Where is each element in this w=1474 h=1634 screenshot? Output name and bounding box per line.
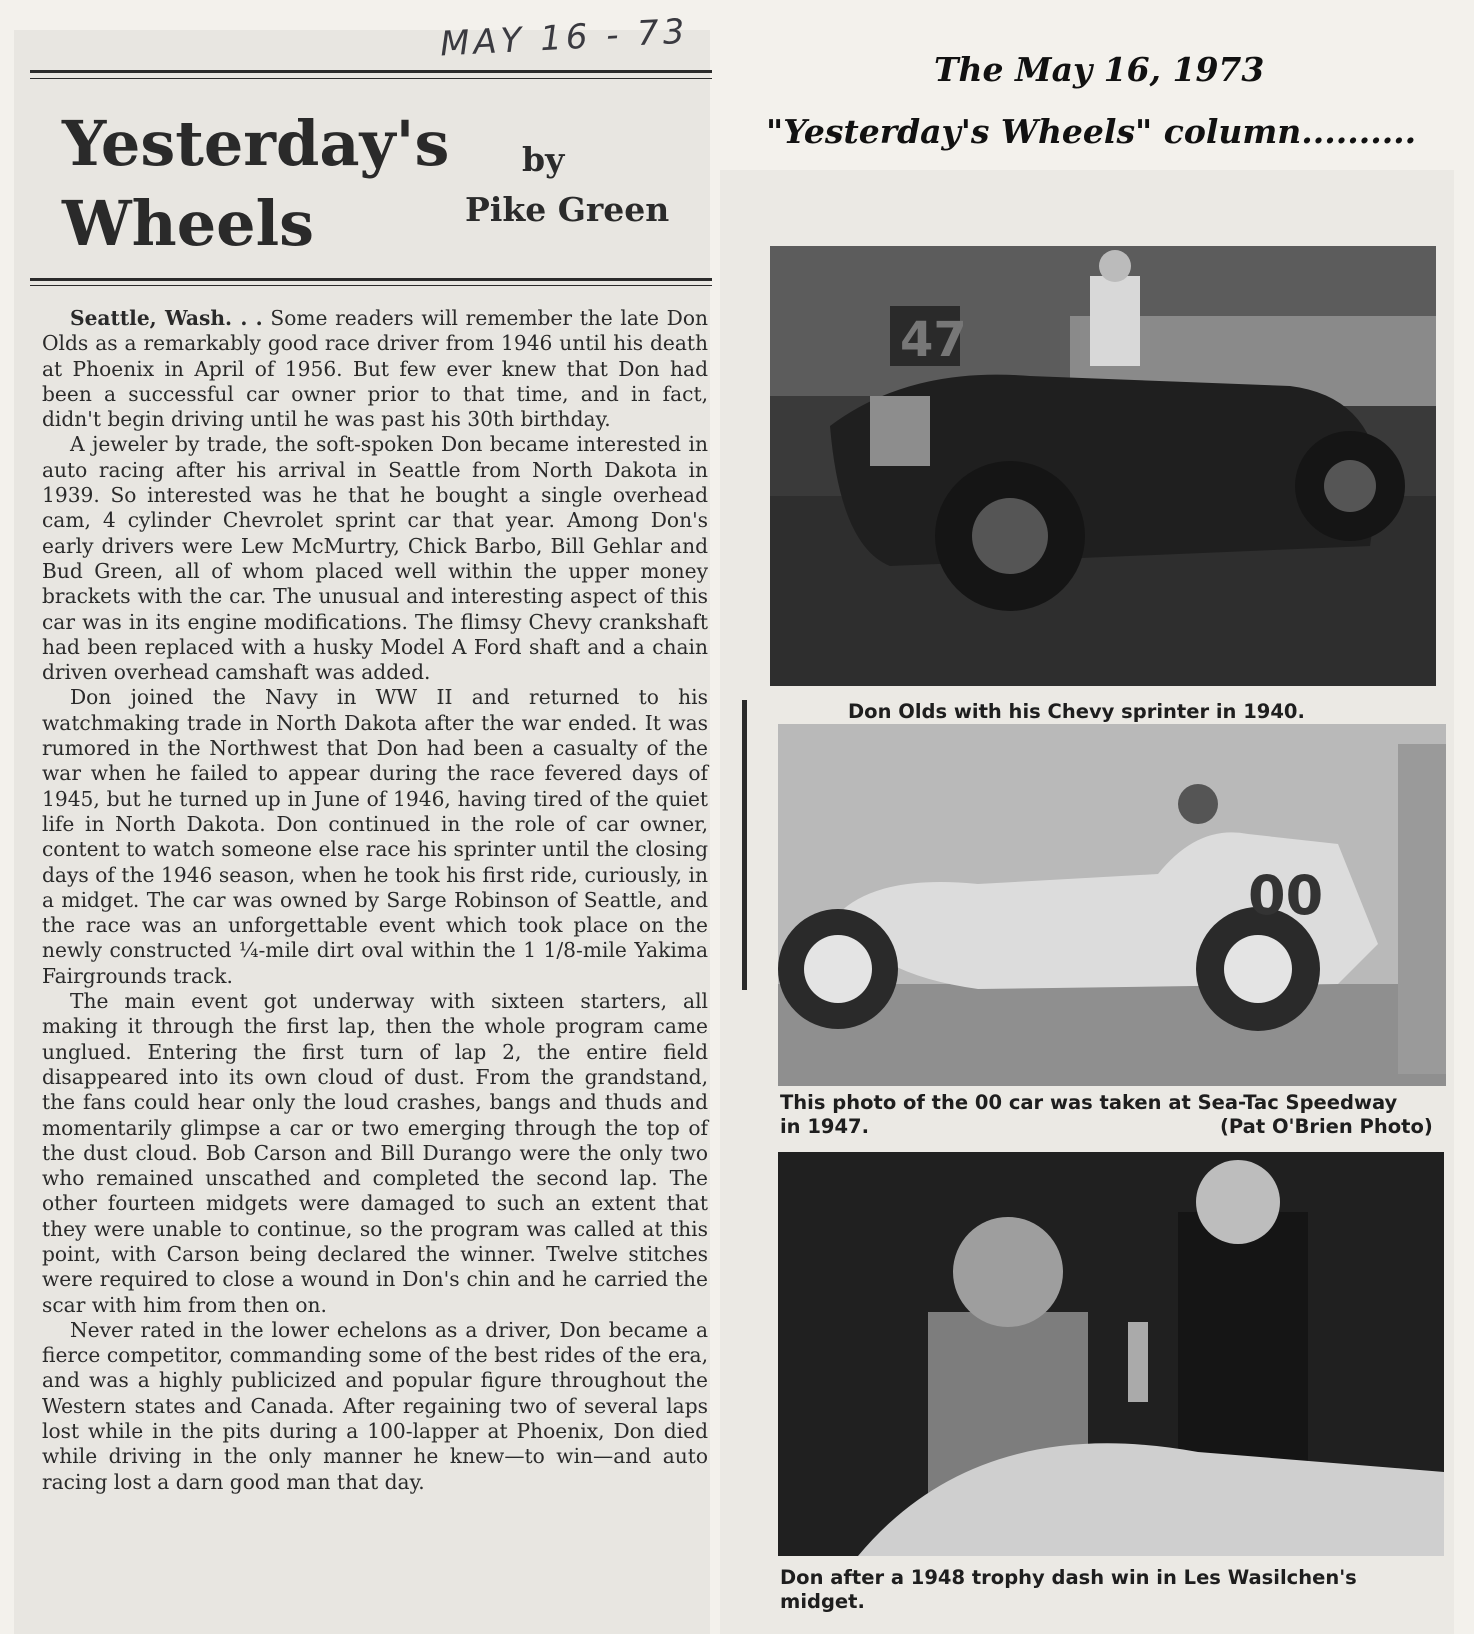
- header-rule-bottom-thin: [30, 285, 712, 286]
- photo-caption-2-line1: This photo of the 00 car was taken at Sea-Tac Speedway: [780, 1091, 1398, 1114]
- dateline: Seattle, Wash. . .: [70, 306, 263, 330]
- header-rule-top: [30, 70, 712, 73]
- car-number-47: 47: [900, 312, 967, 368]
- photo-caption-1: Don Olds with his Chevy sprinter in 1940.: [848, 700, 1305, 723]
- byline-author: Pike Green: [465, 190, 670, 229]
- byline-by: by: [522, 140, 565, 179]
- column-title-line1: Yesterday's: [62, 107, 450, 180]
- photo-caption-2-line2: in 1947.: [780, 1115, 870, 1138]
- photo-00-car-1947: [778, 724, 1446, 1086]
- article-paragraph: Don joined the Navy in WW II and returned to his watchmaking trade in North Dakota after the war ended. It was rumored in the Northwest that Don had been a casualty of the war when he failed to appear during the race fevered days of 1945, but he turned up in June of 1946, having tired of the quiet life in North Dakota. Don continued in the role of car owner, content to watch someone else race his sprinter until the closing days of the 1946 season, when he took his first ride, curiously, in a midget. The car was owned by Sarge Robinson of Seattle, and the race was an unforgettable event which took place on the newly constructed ¼-mile dirt oval within the 1 1/8-mile Yakima Fairgrounds track.: [42, 685, 708, 988]
- annotation-line2: "Yesterday's Wheels" column..........: [766, 112, 1417, 151]
- article-body: [42, 306, 708, 1495]
- photo-trophy-dash-1948: [778, 1152, 1444, 1556]
- column-title-line2: Wheels: [62, 187, 315, 260]
- annotation-line1: The May 16, 1973: [934, 50, 1265, 89]
- article-paragraph: Never rated in the lower echelons as a driver, Don became a fierce competitor, commanding some of the best rides of the era, and was a highly publicized and popular figure throughout the Western states and Canada. After regaining two of several laps lost while in the pits during a 100-lapper at Phoenix, Don died while driving in the only manner he knew—to win—and auto racing lost a darn good man that day.: [42, 1317, 708, 1494]
- photo-caption-3: [780, 1566, 1357, 1614]
- article-paragraph: The main event got underway with sixteen starters, all making it through the first lap, then the whole program came unglued. Entering the first turn of lap 2, the entire field disappeared into its own cloud of dust. From the grandstand, the fans could hear only the loud crashes, bangs and thuds and momentarily glimpse a car or two emerging through the top of the dust cloud. Bob Carson and Bill Durango were the only two who remained unscathed and completed the second lap. The other fourteen midgets were damaged to such an extent that they were unable to continue, so the program was called at this point, with Carson being declared the winner. Twelve stitches were required to close a wound in Don's chin and he carried the scar with him from then on.: [42, 989, 708, 1317]
- header-rule-top-thin: [30, 78, 712, 79]
- photo-caption-3-line2: midget.: [780, 1590, 865, 1613]
- photo-credit: (Pat O'Brien Photo): [1220, 1115, 1433, 1138]
- article-paragraph: Seattle, Wash. . . Some readers will remember the late Don Olds as a remarkably good race driver from 1946 until his death at Phoenix in April of 1956. But few ever knew that Don had been a successful car owner prior to that time, and in fact, didn't begin driving until he was past his 30th birthday.: [42, 306, 709, 432]
- handwritten-date: MAY 16 - 73: [439, 11, 690, 65]
- car-number-00: 00: [1248, 864, 1324, 927]
- header-rule-bottom: [30, 278, 712, 281]
- photo-chevy-sprinter-1940: [770, 246, 1436, 686]
- article-paragraph: A jeweler by trade, the soft-spoken Don became interested in auto racing after his arrival in Seattle from North Dakota in 1939. So interested was he that he bought a single overhead cam, 4 cylinder Chevrolet sprint car that year. Among Don's early drivers were Lew McMurtry, Chick Barbo, Bill Gehlar and Bud Green, all of whom placed well within the upper money brackets with the car. The unusual and interesting aspect of this car was in its engine modifications. The flimsy Chevy crankshaft had been replaced with a husky Model A Ford shaft and a chain driven overhead camshaft was added.: [42, 432, 708, 685]
- photo-caption-3-line1: Don after a 1948 trophy dash win in Les Wasilchen's: [780, 1566, 1357, 1589]
- column-title: [62, 104, 449, 264]
- column-divider: [742, 700, 747, 990]
